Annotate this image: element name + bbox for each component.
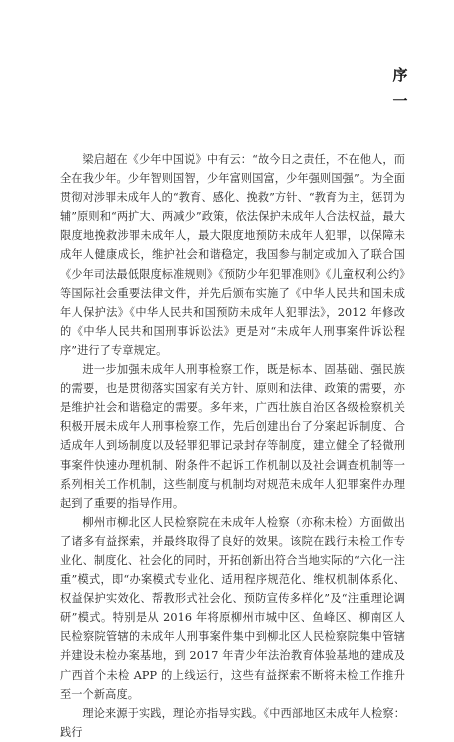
heading-char-1: 序 (392, 66, 408, 84)
preface-heading (390, 62, 410, 114)
paragraph: 梁启超在《少年中国说》中有云：“故今日之责任，不在他人，而全在我少年。少年智则国智，少年富则国富，少年强则国强”。为全面贯彻对涉罪未成年人的“教育、感化、挽救”方针、“教育为主，惩罚为辅”原则和“两扩大、两减少”政策，依法保护未成年人合法权益，最大限度地挽救涉罪未成年人，最大限度地预防未成年人犯罪，以保障未成年人健康成长，维护社会和谐稳定，我国参与制定或加入了联合国《少年司法最低限度标准规则》《预防少年犯罪准则》《儿童权利公约》等国际社会重要法律文件，并先后颁布实施了《中华人民共和国未成年人保护法》《中华人民共和国预防未成年人犯罪法》，2012 年修改的《中华人民共和国刑事诉讼法》更是对“未成年人刑事案件诉讼程序”进行了专章规定。 (60, 153, 405, 357)
heading-char-2: 一 (392, 92, 408, 110)
preface-body (60, 150, 405, 742)
paragraph: 柳州市柳北区人民检察院在未成年人检察（亦称未检）方面做出了诸多有益探索，并最终取得了良好的效果。该院在践行未检工作专业化、制度化、社会化的同时，开拓创新出符合当地实际的“六化一注重”模式，即“办案模式专业化、适用程序规范化、维权机制体系化、权益保护实效化、帮教形式社会化、预防宣传多样化”及“注重理论调研”模式。特别是从 2016 年将原柳州市城中区、鱼峰区、柳南区人民检察院管辖的未成年人刑事案件集中到柳北区人民检察院集中管辖并建设未检办案基地，到 2017 年青少年法治教育体验基地的建成及广西首个未检 APP 的上线运行，这些有益探索不断将未检工作推升至一个新高度。 (60, 515, 405, 701)
paragraph: 理论来源于实践，理论亦指导实践。《中西部地区未成年人检察：践行 (60, 706, 405, 739)
paragraph: 进一步加强未成年人刑事检察工作，既是标本、固基础、强民族的需要，也是贯彻落实国家有关方针、原则和法律、政策的需要，亦是维护社会和谐稳定的需要。多年来，广西壮族自治区各级检察机关积极开展未成年人刑事检察工作，先后创建出台了分案起诉制度、合适成年人到场制度以及轻罪犯罪记录封存等制度，建立健全了轻微刑事案件快速办理机制、附条件不起诉工作机制以及社会调查机制等一系列相关工作机制，这些制度与机制均对规范未成年人犯罪案件办理起到了重要的指导作用。 (60, 363, 405, 510)
